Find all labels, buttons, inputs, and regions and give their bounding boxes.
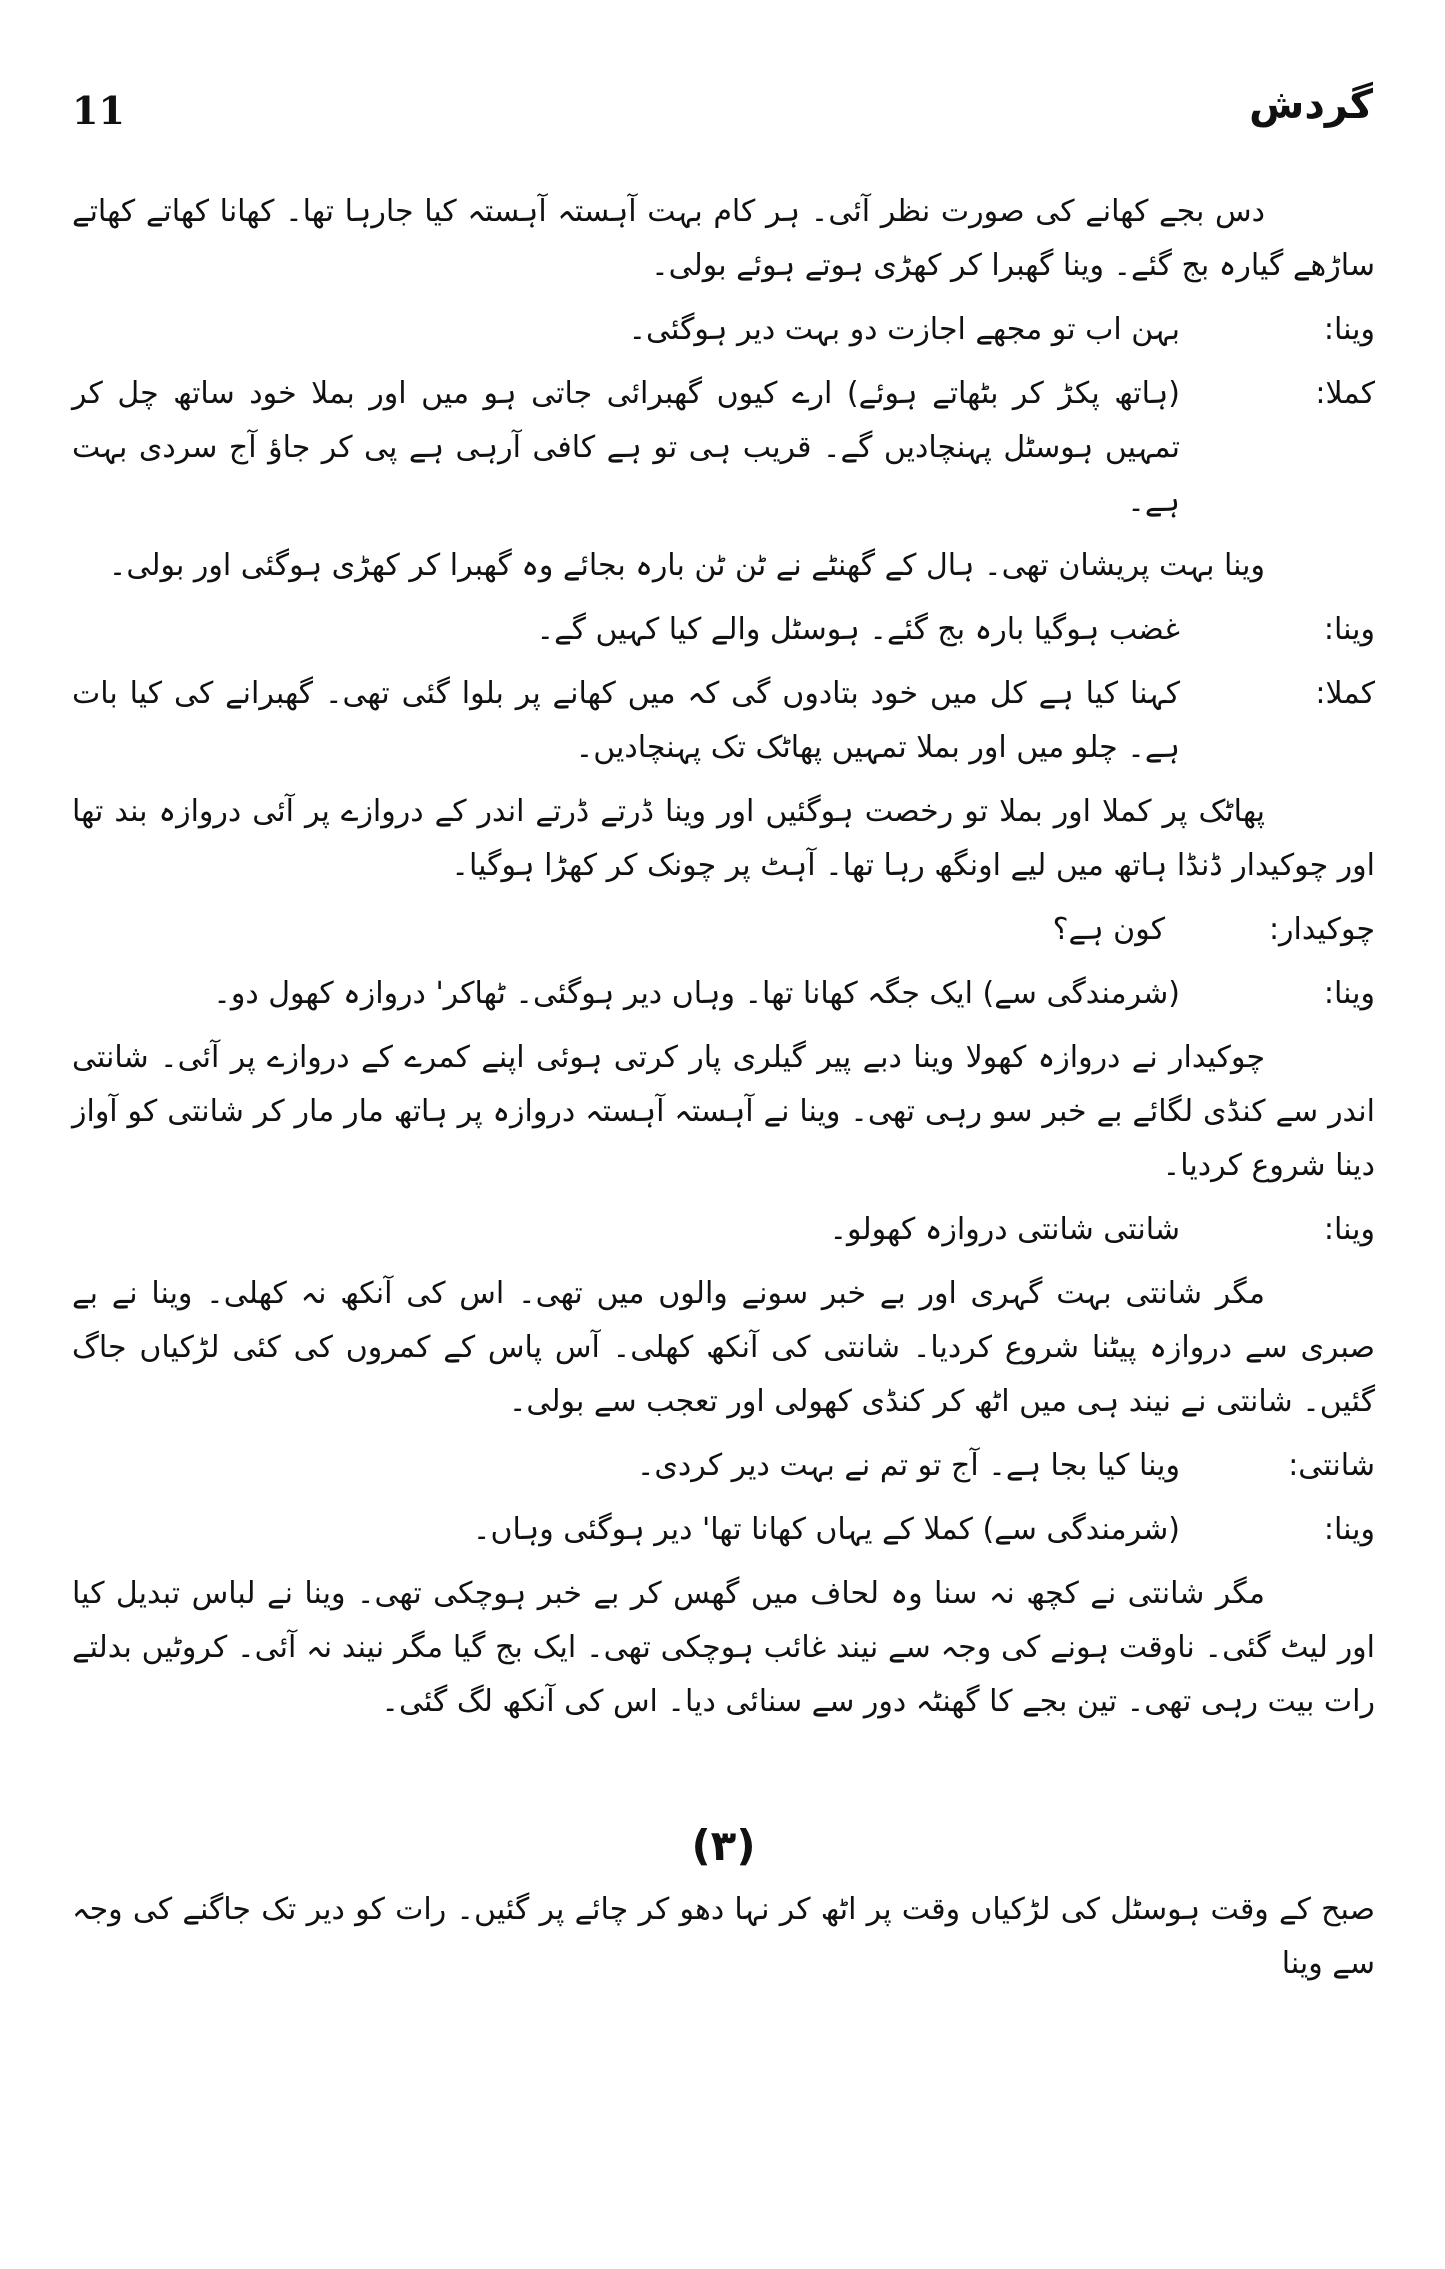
paragraph: دس بجے کھانے کی صورت نظر آئی۔ ہر کام بہت آہستہ آہستہ کیا جارہا تھا۔ کھانا کھاتے کھاتے ساڑھے گیارہ بج گئے۔ وینا گھبرا کر کھڑی ہوتے ہوئے بولی۔ (72, 194, 1375, 283)
dialogue-line (72, 303, 1375, 357)
speech-text: (شرمندگی سے) کملا کے یہاں کھانا تھا' دیر ہوگئی وہاں۔ (472, 1512, 1180, 1547)
paragraph: چوکیدار نے دروازہ کھولا وینا دبے پیر گیلری پار کرتی ہوئی اپنے کمرے کے دروازے پر آئی۔ شانتی اندر سے کنڈی لگائے بے خبر سو رہی تھی۔ وینا نے آہستہ آہستہ دروازہ پر ہاتھ مار مار کر شانتی کو آواز دینا شروع کردیا۔ (72, 1040, 1375, 1183)
speech-text: (ہاتھ پکڑ کر بٹھاتے ہوئے) ارے کیوں گھبرائی جاتی ہو میں اور بملا خود ساتھ چل کر تمہیں ہوسٹل پہنچادیں گے۔ قریب ہی تو ہے کافی آرہی ہے پی کر جاؤ آج سردی بہت ہے۔ (72, 376, 1180, 519)
dialogue-line (72, 367, 1375, 529)
speaker-label: شانتی: (1288, 1448, 1375, 1483)
dialogue-line (72, 903, 1375, 957)
speaker-label: وینا: (1323, 1512, 1375, 1547)
speech-text: وینا کیا بجا ہے۔ آج تو تم نے بہت دیر کردی۔ (636, 1448, 1180, 1483)
speech-text: کون ہے؟ (1052, 912, 1165, 947)
speech-text: کہنا کیا ہے کل میں خود بتادوں گی کہ میں کھانے پر بلوا گئی تھی۔ گھبرانے کی کیا بات ہے۔ چلو میں اور بملا تمہیں پھاٹک تک پہنچادیں۔ (72, 676, 1180, 765)
speaker-label: چوکیدار: (1268, 912, 1375, 947)
dialogue-line (72, 1439, 1375, 1493)
page-body (72, 185, 1375, 2001)
paragraph: پھاٹک پر کملا اور بملا تو رخصت ہوگئیں اور وینا ڈرتے ڈرتے اندر کے دروازے پر آئی دروازہ بند تھا اور چوکیدار ڈنڈا ہاتھ میں لیے اونگھ رہا تھا۔ آہٹ پر چونک کر کھڑا ہوگیا۔ (72, 794, 1375, 883)
dialogue-line (72, 1203, 1375, 1257)
dialogue-line (72, 967, 1375, 1021)
paragraph: مگر شانتی نے کچھ نہ سنا وہ لحاف میں گھس کر بے خبر ہوچکی تھی۔ وینا نے لباس تبدیل کیا اور لیٹ گئی۔ ناوقت ہونے کی وجہ سے نیند غائب ہوچکی تھی۔ ایک بج گیا مگر نیند نہ آئی۔ کروٹیں بدلتے رات بیت رہی تھی۔ تین بجے کا گھنٹہ دور سے سنائی دیا۔ اس کی آنکھ لگ گئی۔ (72, 1576, 1375, 1719)
paragraph: مگر شانتی بہت گہری اور بے خبر سونے والوں میں تھی۔ اس کی آنکھ نہ کھلی۔ وینا نے بے صبری سے دروازہ پیٹنا شروع کردیا۔ شانتی کی آنکھ کھلی۔ آس پاس کے کمروں کی کئی لڑکیاں جاگ گئیں۔ شانتی نے نیند ہی میں اٹھ کر کنڈی کھولی اور تعجب سے بولی۔ (72, 1276, 1375, 1419)
dialogue-line (72, 1503, 1375, 1557)
paragraph: وینا بہت پریشان تھی۔ ہال کے گھنٹے نے ٹن ٹن بارہ بجائے وہ گھبرا کر کھڑی ہوگئی اور بولی۔ (108, 548, 1265, 583)
speech-text: (شرمندگی سے) ایک جگہ کھانا تھا۔ وہاں دیر ہوگئی۔ ٹھاکر' دروازہ کھول دو۔ (213, 976, 1180, 1011)
speaker-label: وینا: (1323, 976, 1375, 1011)
running-title: گردش (1249, 82, 1373, 128)
paragraph: صبح کے وقت ہوسٹل کی لڑکیاں وقت پر اٹھ کر نہا دھو کر چائے پر گئیں۔ رات کو دیر تک جاگنے کی وجہ سے وینا (72, 1892, 1375, 1981)
dialogue-line (72, 603, 1375, 657)
dialogue-line (72, 667, 1375, 775)
speaker-label: کملا: (1315, 376, 1375, 411)
speech-text: شانتی شانتی دروازہ کھولو۔ (829, 1212, 1180, 1247)
speaker-label: وینا: (1323, 1212, 1375, 1247)
page-number: 11 (72, 88, 125, 133)
speech-text: غضب ہوگیا بارہ بج گئے۔ ہوسٹل والے کیا کہیں گے۔ (536, 612, 1180, 647)
speech-text: بہن اب تو مجھے اجازت دو بہت دیر ہوگئی۔ (628, 312, 1180, 347)
speaker-label: کملا: (1315, 676, 1375, 711)
speaker-label: وینا: (1323, 612, 1375, 647)
speaker-label: وینا: (1323, 312, 1375, 347)
section-number: (۳) (691, 1821, 756, 1870)
